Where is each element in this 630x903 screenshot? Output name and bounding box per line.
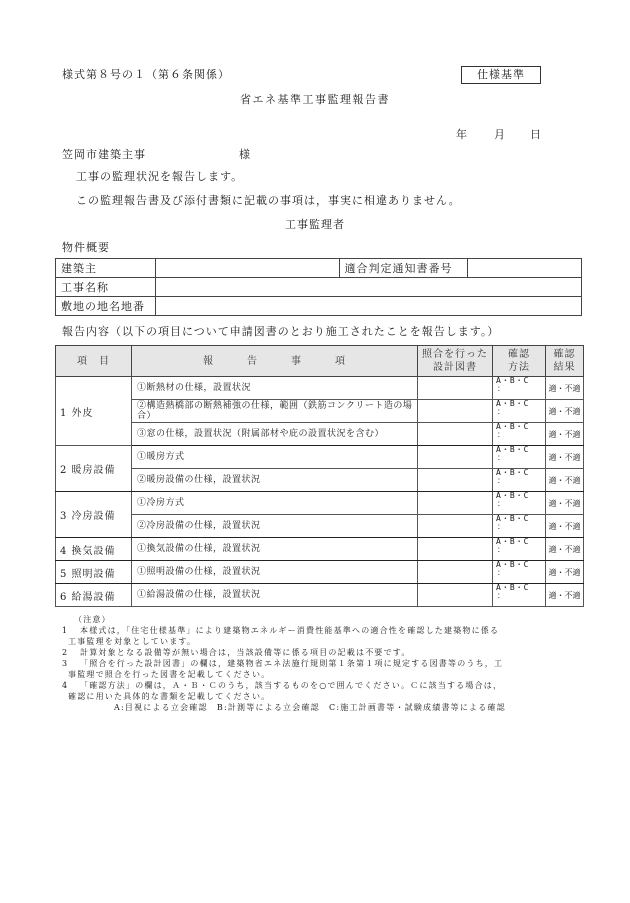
method-options: A・B・C (496, 537, 529, 546)
table-row (56, 446, 584, 469)
note-number: 2 (62, 648, 69, 657)
table-row (56, 400, 584, 423)
method-options: A・B・C (496, 399, 529, 408)
method-options: A・B・C (496, 468, 529, 477)
method-options: A・B・C (496, 583, 529, 592)
drawings-field[interactable] (418, 584, 493, 607)
drawings-field[interactable] (418, 423, 493, 446)
note-text: 「照合を行った設計図書」の欄は，建築物省エネ法施行規則第１条第１項に規定する図書等のうち，工 (80, 659, 504, 668)
property-heading: 物件概要 (62, 241, 110, 254)
result-select[interactable]: 適・不適 (546, 584, 584, 607)
drawings-field[interactable] (418, 469, 493, 492)
note-number: 4 (62, 681, 69, 690)
addressee: 笠岡市建築主事 (62, 148, 146, 161)
table-row (56, 423, 584, 446)
category-hot-water: 6 給湯設備 (56, 584, 132, 607)
supervisor-label: 工事監理者 (285, 218, 345, 231)
report-heading: 報告内容（以下の項目について申請図書のとおり施工されたことを報告します。） (62, 325, 500, 338)
form-number: 様式第８号の１（第６条関係） (62, 68, 230, 81)
method-note: ： (497, 476, 506, 485)
property-row-owner (56, 259, 582, 278)
property-row-project (56, 278, 582, 297)
method-options: A・B・C (496, 422, 529, 431)
date-line (456, 126, 542, 142)
col-method-line2: 方法 (508, 362, 530, 373)
col-result-line1: 確認 (553, 349, 576, 360)
method-select[interactable] (493, 584, 546, 607)
method-note: ： (497, 522, 506, 531)
drawings-field[interactable] (418, 492, 493, 515)
drawings-field[interactable] (418, 515, 493, 538)
method-options: A・B・C (496, 491, 529, 500)
property-table (55, 258, 582, 316)
note-1 (62, 625, 506, 636)
result-select[interactable]: 適・不適 (546, 538, 584, 561)
report-item: ①換気設備の仕様，設置状況 (132, 538, 418, 561)
table-row (56, 538, 584, 561)
method-select[interactable] (493, 538, 546, 561)
category-envelope: 1 外皮 (56, 377, 132, 446)
method-options: A・B・C (496, 376, 529, 385)
note-text: 「確認方法」の欄は，Ａ・Ｂ・Ｃのうち，該当するものを○で囲んでください。Ｃに該当する場合は， (80, 681, 503, 690)
method-select[interactable] (493, 377, 546, 400)
result-select[interactable]: 適・不適 (546, 515, 584, 538)
result-select[interactable]: 適・不適 (546, 492, 584, 515)
document-title: 省エネ基準工事監理報告書 (240, 93, 390, 106)
report-item: ③窓の仕様，設置状況（附属部材や庇の設置状況を含む） (132, 423, 418, 446)
method-note: ： (497, 384, 506, 393)
owner-field[interactable] (156, 259, 339, 278)
report-header-row (56, 346, 584, 377)
note-number: 1 (62, 626, 69, 635)
method-note: ： (497, 591, 506, 600)
note-2 (62, 647, 506, 658)
report-item: ①冷房方式 (132, 492, 418, 515)
method-options: A・B・C (496, 445, 529, 454)
method-select[interactable] (493, 446, 546, 469)
method-options: A・B・C (496, 560, 529, 569)
method-select[interactable] (493, 400, 546, 423)
category-ventilation: 4 換気設備 (56, 538, 132, 561)
note-3 (62, 658, 506, 669)
note-text-cont: 確認に用いた具体的な書類を記載してください。 (68, 692, 271, 701)
col-category: 項 目 (56, 346, 132, 377)
table-row (56, 377, 584, 400)
report-item: ①給湯設備の仕様，設置状況 (132, 584, 418, 607)
col-result (546, 346, 584, 377)
report-item: ②冷房設備の仕様，設置状況 (132, 515, 418, 538)
project-name-label: 工事名称 (56, 278, 156, 297)
drawings-field[interactable] (418, 561, 493, 584)
method-note: ： (497, 499, 506, 508)
date-year[interactable]: 年 (456, 128, 468, 141)
method-note: ： (497, 568, 506, 577)
method-select[interactable] (493, 561, 546, 584)
category-lighting: 5 照明設備 (56, 561, 132, 584)
addressee-honorific: 様 (239, 148, 251, 161)
table-row (56, 561, 584, 584)
method-note: ： (497, 430, 506, 439)
note-text: 計算対象となる設備等が無い場合は，当該設備等に係る項目の記載は不要です。 (80, 648, 411, 657)
col-item: 報 告 事 項 (132, 346, 418, 377)
method-select[interactable] (493, 423, 546, 446)
note-4 (62, 680, 506, 691)
result-select[interactable]: 適・不適 (546, 446, 584, 469)
notice-number-field[interactable] (467, 259, 581, 278)
result-select[interactable]: 適・不適 (546, 561, 584, 584)
statement-line-2: この監理報告書及び添付書類に記載の事項は，事実に相違ありません。 (76, 194, 461, 207)
method-select[interactable] (493, 469, 546, 492)
method-note: ： (497, 407, 506, 416)
table-row (56, 492, 584, 515)
note-text-cont: 事監理で照合を行った図書を記載してください。 (68, 670, 271, 679)
category-heating: 2 暖房設備 (56, 446, 132, 492)
report-item: ①照明設備の仕様，設置状況 (132, 561, 418, 584)
note-number: 3 (62, 659, 69, 668)
drawings-field[interactable] (418, 400, 493, 423)
method-select[interactable] (493, 492, 546, 515)
result-select[interactable]: 適・不適 (546, 423, 584, 446)
notice-number-label: 適合判定通知書番号 (339, 259, 467, 278)
report-item: ①暖房方式 (132, 446, 418, 469)
table-row (56, 584, 584, 607)
result-select[interactable]: 適・不適 (546, 400, 584, 423)
site-address-field[interactable] (156, 297, 582, 316)
col-drawings-line1: 照合を行った (422, 349, 488, 360)
report-item: ②暖房設備の仕様，設置状況 (132, 469, 418, 492)
site-address-label: 敷地の地名地番 (56, 297, 156, 316)
statement-line-1: 工事の監理状況を報告します。 (76, 170, 244, 183)
project-name-field[interactable] (156, 278, 582, 297)
col-drawings (418, 346, 493, 377)
result-select[interactable]: 適・不適 (546, 377, 584, 400)
note-text: 本様式は，「住宅仕様基準」により建築物エネルギー消費性能基準への適合性を確認した建築物に係る (80, 626, 500, 635)
result-select[interactable]: 適・不適 (546, 469, 584, 492)
method-note: ： (497, 545, 506, 554)
report-table (55, 345, 584, 607)
note-text-cont: 工事監理を対象としています。 (68, 637, 197, 646)
col-drawings-line2: 設計図書 (433, 362, 477, 373)
spec-standard-label: 仕様基準 (461, 66, 541, 84)
property-row-site (56, 297, 582, 316)
drawings-field[interactable] (418, 377, 493, 400)
drawings-field[interactable] (418, 538, 493, 561)
col-method-line1: 確認 (508, 349, 530, 360)
col-result-line2: 結果 (553, 362, 576, 373)
col-method (493, 346, 546, 377)
table-row (56, 469, 584, 492)
table-row (56, 515, 584, 538)
method-select[interactable] (493, 515, 546, 538)
notes-heading: （注意） (74, 615, 111, 624)
date-month[interactable]: 月 (494, 128, 506, 141)
method-legend: A:目視による立会確認 B:計測等による立会確認 C:施工計画書等・試験成績書等による確認 (114, 703, 506, 712)
drawings-field[interactable] (418, 446, 493, 469)
owner-label: 建築主 (56, 259, 156, 278)
notes-section (62, 614, 506, 713)
method-note: ： (497, 453, 506, 462)
method-options: A・B・C (496, 514, 529, 523)
date-day[interactable]: 日 (530, 128, 542, 141)
report-item: ②構造熱橋部の断熱補強の仕様，範囲（鉄筋コンクリート造の場合） (132, 400, 418, 423)
report-item: ①断熱材の仕様，設置状況 (132, 377, 418, 400)
category-cooling: 3 冷房設備 (56, 492, 132, 538)
